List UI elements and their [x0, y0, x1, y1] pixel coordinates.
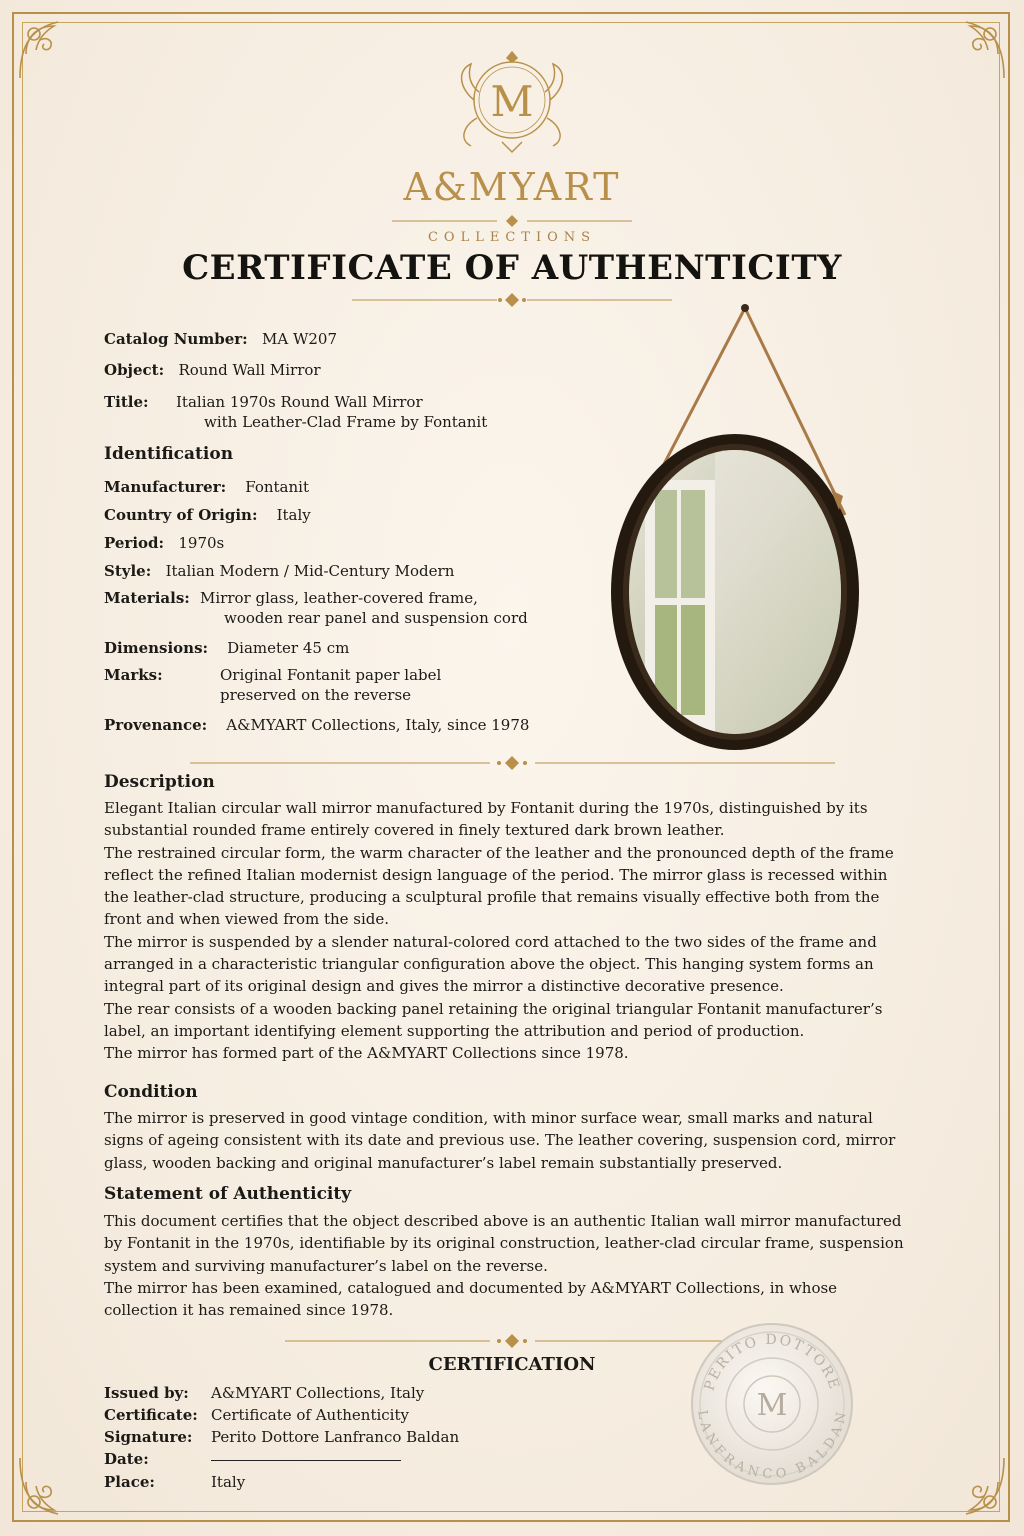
- ornament-divider-icon: [285, 1333, 740, 1349]
- field-value: Original Fontanit paper label: [220, 666, 442, 684]
- field-object: [104, 360, 321, 380]
- cert-label: Date:: [104, 1450, 149, 1468]
- condition-heading: Condition: [104, 1082, 198, 1102]
- embossed-seal-icon: [690, 1322, 854, 1486]
- section-identification: Identification: [104, 444, 234, 464]
- field-value: Round Wall Mirror: [178, 361, 321, 379]
- description-heading: Description: [104, 772, 215, 792]
- cert-value: Perito Dottore Lanfranco Baldan: [211, 1428, 460, 1446]
- seal-top-text: PERITO DOTTORE: [701, 1331, 843, 1393]
- page-title: CERTIFICATE OF AUTHENTICITY: [182, 248, 842, 288]
- field-label: Provenance:: [104, 716, 208, 734]
- field-title-value: [176, 392, 487, 432]
- description-body: [104, 797, 914, 1065]
- field-label: Dimensions:: [104, 639, 209, 657]
- corner-ornament-icon: [14, 14, 84, 84]
- brand-rule: [392, 215, 632, 227]
- field-label: Period:: [104, 534, 165, 552]
- cert-value: Certificate of Authenticity: [211, 1406, 409, 1424]
- field-value: 1970s: [178, 534, 225, 552]
- statement-body: [104, 1210, 914, 1321]
- paragraph: The restrained circular form, the warm character of the leather and the pronounced depth of the frame reflect the refined Italian modernist design language of the period. The mirror glass is recessed within the leather-clad structure, producing a sculptural profile that remains visually effective both from the front and when viewed from the side.: [104, 843, 894, 929]
- field-style: [104, 561, 454, 581]
- field-label: Country of Origin:: [104, 506, 258, 524]
- field-value: wooden rear panel and suspension cord: [224, 609, 528, 627]
- field-value: Italian Modern / Mid-Century Modern: [165, 562, 455, 580]
- ornament-divider-icon: [190, 755, 835, 771]
- field-label: Object:: [104, 361, 165, 379]
- field-marks-value: [220, 665, 441, 705]
- field-catalog: [104, 329, 337, 349]
- field-materials-value: [200, 588, 528, 628]
- field-value: preserved on the reverse: [220, 686, 412, 704]
- field-value: Italian 1970s Round Wall Mirror: [176, 393, 423, 411]
- paragraph: The mirror is preserved in good vintage condition, with minor surface wear, small marks and natural signs of ageing consistent with its date and previous use. The leather covering, suspension cord, mirror glass, wooden backing and original manufacturer’s label remain substantially preserved.: [104, 1109, 896, 1172]
- cert-value: Italy: [211, 1473, 246, 1491]
- logo-monogram: M: [490, 77, 534, 126]
- field-label: Marks:: [104, 666, 163, 684]
- field-value: Mirror glass, leather-covered frame,: [200, 589, 478, 607]
- corner-ornament-icon: [14, 1452, 84, 1522]
- field-label: Catalog Number:: [104, 330, 248, 348]
- statement-heading: Statement of Authenticity: [104, 1184, 352, 1204]
- field-marks: [104, 665, 163, 685]
- paragraph: The rear consists of a wooden backing panel retaining the original triangular Fontanit manufacturer’s label, an important identifying element supporting the attribution and period of production.: [104, 999, 883, 1040]
- field-label: Manufacturer:: [104, 478, 227, 496]
- seal-monogram: M: [756, 1388, 788, 1423]
- paragraph: The mirror is suspended by a slender natural-colored cord attached to the two sides of the frame and arranged in a characteristic triangular configuration above the object. This hanging system forms an integral part of its original design and gives the mirror a distinctive decorative presence.: [104, 932, 877, 996]
- field-label: Style:: [104, 562, 152, 580]
- field-provenance: [104, 715, 529, 735]
- field-dimensions: [104, 638, 349, 658]
- paragraph: The mirror has been examined, catalogued and documented by A&MYART Collections, in whose collection it has remained since 1978.: [104, 1278, 838, 1320]
- cert-label: Issued by:: [104, 1384, 189, 1402]
- corner-ornament-icon: [940, 1452, 1010, 1522]
- paragraph: The mirror has formed part of the A&MYART Collections since 1978.: [104, 1044, 629, 1063]
- field-manufacturer: [104, 477, 309, 497]
- field-value: A&MYART Collections, Italy, since 1978: [226, 716, 530, 734]
- field-title: [104, 392, 149, 412]
- field-value: Diameter 45 cm: [227, 639, 350, 657]
- field-value: MA W207: [262, 330, 338, 348]
- cert-label: Place:: [104, 1473, 155, 1491]
- field-country: [104, 505, 311, 525]
- cert-label: Certificate:: [104, 1406, 198, 1424]
- field-label: Title:: [104, 393, 149, 411]
- cert-value: A&MYART Collections, Italy: [211, 1384, 425, 1402]
- cert-label: Signature:: [104, 1428, 193, 1446]
- paragraph: This document certifies that the object described above is an authentic Italian wall mirror manufactured by Fontanit in the 1970s, identifiable by its original construction, leather-clad circular frame, suspension system and surviving manufacturer’s label on the reverse.: [104, 1212, 904, 1275]
- seal-bottom-text: LANFRANCO BALDAN: [694, 1409, 850, 1483]
- certification-heading: CERTIFICATION: [428, 1354, 596, 1375]
- field-period: [104, 533, 224, 553]
- brand-name: A&MYART: [403, 165, 621, 209]
- mirror-photo: [605, 300, 885, 750]
- monogram-logo-icon: [447, 48, 577, 156]
- field-value: Fontanit: [245, 478, 309, 496]
- paragraph: Elegant Italian circular wall mirror manufactured by Fontanit during the 1970s, distinguished by its substantial rounded frame entirely covered in finely textured dark brown leather.: [104, 799, 868, 840]
- field-label: Materials:: [104, 589, 190, 607]
- field-materials: [104, 588, 190, 608]
- brand-subtitle: COLLECTIONS: [427, 230, 597, 245]
- field-value: with Leather-Clad Frame by Fontanit: [204, 413, 488, 431]
- condition-body: [104, 1107, 914, 1174]
- date-line: [211, 1460, 401, 1461]
- field-value: Italy: [276, 506, 311, 524]
- corner-ornament-icon: [940, 14, 1010, 84]
